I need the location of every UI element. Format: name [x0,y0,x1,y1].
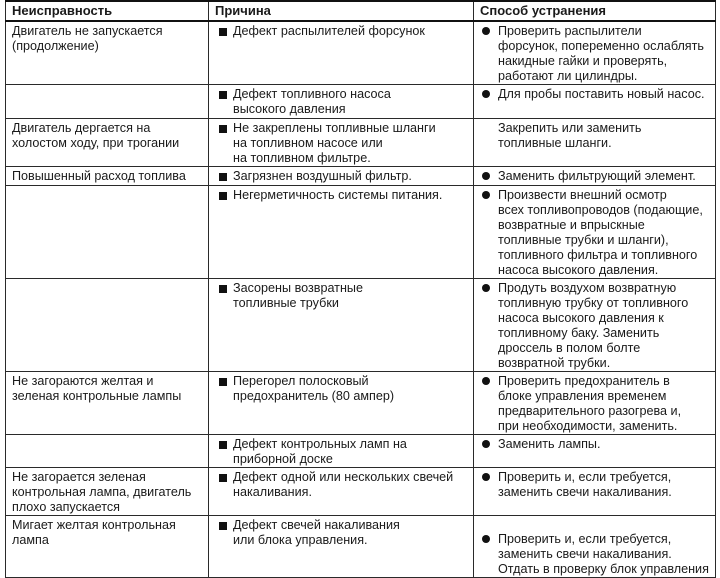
fault-cell [6,167,209,186]
table-row [6,167,716,186]
square-bullet-icon [215,188,233,204]
fault-cell [6,468,209,516]
table-row [6,516,716,578]
cause-cell [209,516,474,578]
table-row [6,468,716,516]
cause-cell [209,186,474,279]
table-row [6,119,716,167]
table-row [6,435,716,468]
fault-text: Не загораются желтая и зеленая контрольные лампы [12,374,182,403]
cause-text: Дефект свечей накаливания или блока управления. [233,518,400,547]
round-bullet-icon [480,24,498,39]
cause-text: Загрязнен воздушный фильтр. [233,169,412,183]
square-bullet-icon [215,437,233,453]
remedy-text: Закрепить или заменить топливные шланги. [498,121,642,150]
cause-cell [209,279,474,372]
round-bullet-icon [480,437,498,452]
fault-cell [6,85,209,119]
square-bullet-icon [215,281,233,297]
square-bullet-icon [215,374,233,390]
remedy-text: Заменить фильтрующий элемент. [498,169,696,183]
remedy-cell [474,279,716,372]
remedy-cell [474,186,716,279]
square-bullet-icon [215,518,233,534]
round-bullet-icon [480,281,498,296]
cause-text: Дефект топливного насоса высокого давления [233,87,391,116]
remedy-cell [474,21,716,85]
fault-text: Двигатель не запускается (продолжение) [12,24,163,53]
cause-text: Засорены возвратные топливные трубки [233,281,363,310]
cause-cell [209,435,474,468]
fault-text: Мигает желтая контрольная лампа [12,518,176,547]
cause-cell [209,119,474,167]
fault-cell [6,186,209,279]
table-row [6,279,716,372]
fault-cell [6,21,209,85]
round-bullet-icon [480,87,498,102]
table-row [6,372,716,435]
troubleshooting-table [5,0,716,578]
remedy-text: Продуть воздухом возвратную топливную трубку от топливного насоса высокого давления к топливному баку. Заменить дроссель в полом болте возвратной трубки. [498,281,689,370]
remedy-text: Проверить предохранитель в блоке управления временем предварительного разогрева и, при необходимости, заменить. [498,374,682,433]
round-bullet-icon [480,470,498,485]
square-bullet-icon [215,87,233,103]
cause-text: Дефект одной или нескольких свечей накаливания. [233,470,454,499]
cause-cell [209,21,474,85]
remedy-text: Произвести внешний осмотр всех топливопроводов (подающие, возвратные и впрыскные топливные трубки и шланги), топливного фильтра и топливного насоса высокого давления. [498,188,703,277]
fault-cell [6,279,209,372]
header-cause: Причина [209,1,474,21]
fault-text: Двигатель дергается на холостом ходу, при трогании [12,121,180,150]
fault-cell [6,516,209,578]
cause-text: Перегорел полосковый предохранитель (80 ампер) [233,374,395,403]
remedy-cell [474,119,716,167]
cause-text: Негерметичность системы питания. [233,188,443,202]
square-bullet-icon [215,169,233,185]
square-bullet-icon [215,121,233,137]
cause-text: Не закреплены топливные шланги на топливном насосе или на топливном фильтре. [233,121,436,165]
round-bullet-icon [480,374,498,389]
table-row [6,186,716,279]
cause-cell [209,468,474,516]
remedy-text: Проверить распылители форсунок, попеременно ослаблять накидные гайки и проверять, работают ли цилиндры. [498,24,704,83]
fault-cell [6,372,209,435]
remedy-text: Для пробы поставить новый насос. [498,87,705,101]
square-bullet-icon [215,24,233,40]
remedy-text: Проверить и, если требуется, заменить свечи накаливания. [498,470,672,499]
cause-text: Дефект распылителей форсунок [233,24,425,38]
fault-cell [6,435,209,468]
fault-text: Повышенный расход топлива [12,169,186,183]
cause-cell [209,85,474,119]
fault-text: Не загорается зеленая контрольная лампа, двигатель плохо запускается [12,470,192,514]
table-row [6,85,716,119]
remedy-cell [474,167,716,186]
header-row [6,1,716,21]
remedy-cell [474,468,716,516]
remedy-text: Заменить лампы. [498,437,601,451]
remedy-cell [474,85,716,119]
header-fault: Неисправность [6,1,209,21]
remedy-text: Проверить и, если требуется, заменить свечи накаливания. Отдать в проверку блок управления [498,532,709,576]
remedy-cell [474,516,716,578]
fault-cell [6,119,209,167]
remedy-cell [474,435,716,468]
cause-cell [209,372,474,435]
remedy-cell [474,372,716,435]
round-bullet-icon [480,169,498,184]
cause-cell [209,167,474,186]
square-bullet-icon [215,470,233,486]
cause-text: Дефект контрольных ламп на приборной доске [233,437,407,466]
header-remedy: Способ устранения [474,1,716,21]
round-bullet-icon [480,188,498,203]
table-row [6,21,716,85]
